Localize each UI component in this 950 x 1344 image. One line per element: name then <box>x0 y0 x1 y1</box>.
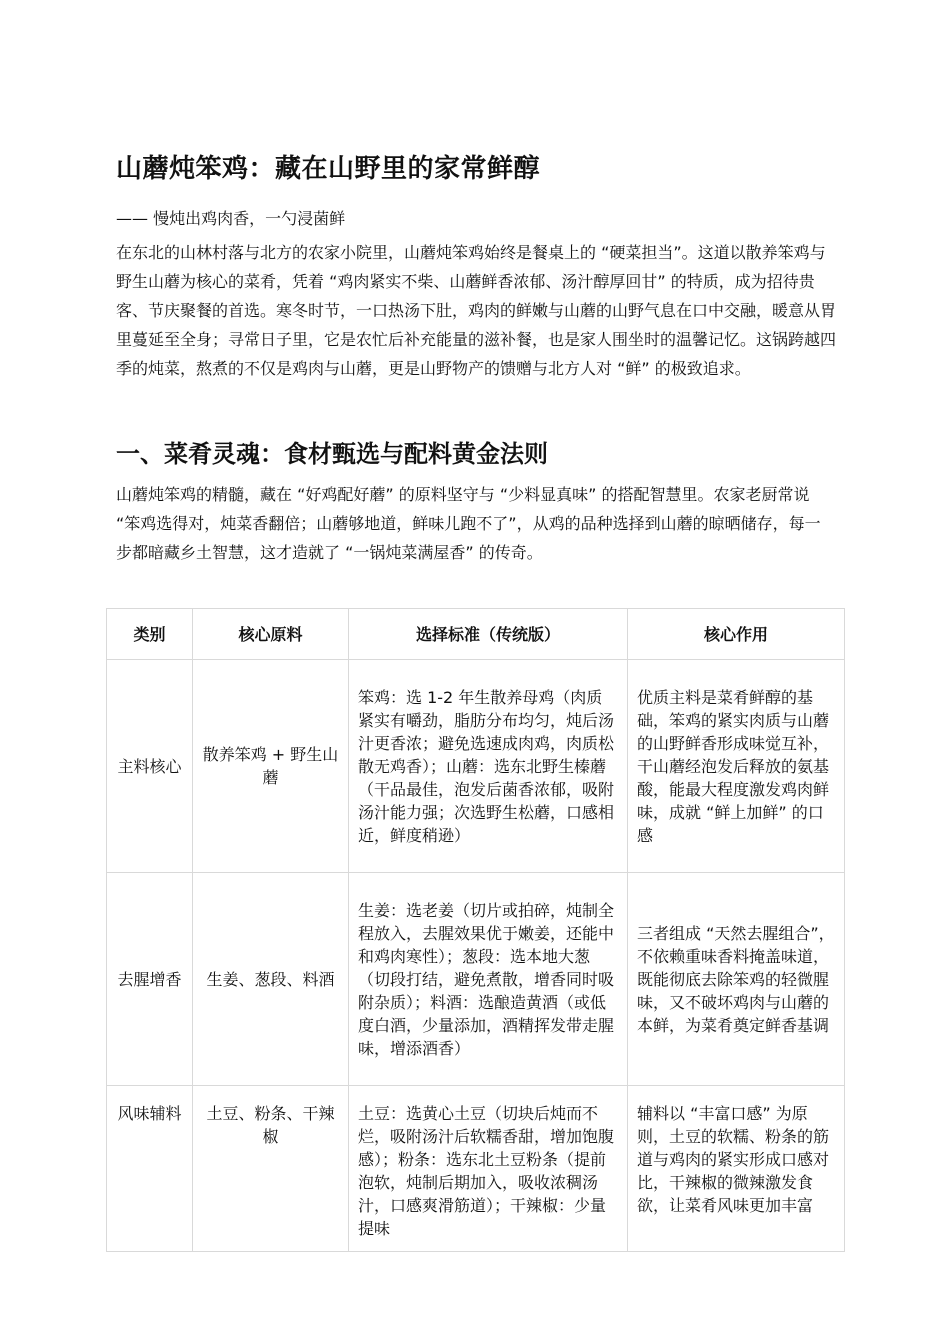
intro-paragraph: 在东北的山林村落与北方的农家小院里，山蘑炖笨鸡始终是餐桌上的 “硬菜担当”。这道以散养笨鸡与野生山蘑为核心的菜肴，凭着 “鸡肉紧实不柴、山蘑鲜香浓郁、汤汁醇厚回甘” 的特质，成为招待贵客、节庆聚餐的首选。寒冬时节，一口热汤下肚，鸡肉的鲜嫩与山蘑的山野气息在口中交融，暖意从胃里蔓延至全身；寻常日子里，它是农忙后补充能量的滋补餐，也是家人围坐时的温馨记忆。这锅跨越四季的炖菜，熬煮的不仅是鸡肉与山蘑，更是山野物产的馈赠与北方人对 “鲜” 的极致追求。 <box>116 243 837 378</box>
header-role: 核心作用 <box>628 609 845 660</box>
cell-standard: 土豆：选黄心土豆（切块后炖而不烂，吸附汤汁后软糯香甜，增加饱腹感）；粉条：选东北土豆粉条（提前泡软，炖制后期加入，吸收浓稠汤汁，口感爽滑筋道）；干辣椒：少量提味 <box>349 1086 628 1252</box>
cell-ingredients: 生姜、葱段、料酒 <box>193 873 349 1086</box>
table-row <box>107 660 845 873</box>
table-row <box>107 873 845 1086</box>
header-ingredients: 核心原料 <box>193 609 349 660</box>
table-header-row <box>107 609 845 660</box>
header-category: 类别 <box>107 609 193 660</box>
section-paragraph: 山蘑炖笨鸡的精髓，藏在 “好鸡配好蘑” 的原料坚守与 “少料显真味” 的搭配智慧里。农家老厨常说 “笨鸡选得对，炖菜香翻倍；山蘑够地道，鲜味儿跑不了”，从鸡的品种选择到山蘑的晾晒储存，每一步都暗藏乡土智慧，这才造就了 “一锅炖菜满屋香” 的传奇。 <box>116 485 821 562</box>
section-heading: 一、菜肴灵魂：食材甄选与配料黄金法则 <box>116 440 548 468</box>
cell-role: 优质主料是菜肴鲜醇的基础，笨鸡的紧实肉质与山蘑的山野鲜香形成味觉互补，干山蘑经泡发后释放的氨基酸，能最大程度激发鸡肉鲜味，成就 “鲜上加鲜” 的口感 <box>628 660 845 873</box>
cell-category: 去腥增香 <box>107 873 193 1086</box>
cell-category: 主料核心 <box>107 660 193 873</box>
table-row <box>107 1086 845 1252</box>
cell-role: 三者组成 “天然去腥组合”，不依赖重味香料掩盖味道，既能彻底去除笨鸡的轻微腥味，又不破坏鸡肉与山蘑的本鲜，为菜肴奠定鲜香基调 <box>628 873 845 1086</box>
cell-role: 辅料以 “丰富口感” 为原则，土豆的软糯、粉条的筋道与鸡肉的紧实形成口感对比，干辣椒的微辣激发食欲，让菜肴风味更加丰富 <box>628 1086 845 1252</box>
ingredients-table-wrapper <box>106 608 844 1238</box>
ingredients-table <box>106 608 845 1252</box>
subtitle: —— 慢炖出鸡肉香，一勺浸菌鲜 <box>116 209 346 228</box>
cell-standard: 笨鸡：选 1-2 年生散养母鸡（肉质紧实有嚼劲，脂肪分布均匀，炖后汤汁更香浓；避免选速成肉鸡，肉质松散无鸡香）；山蘑：选东北野生榛蘑（干品最佳，泡发后菌香浓郁，吸附汤汁能力强；次选野生松蘑，口感相近，鲜度稍逊） <box>349 660 628 873</box>
page-title: 山蘑炖笨鸡：藏在山野里的家常鲜醇 <box>116 154 541 184</box>
cell-ingredients: 土豆、粉条、干辣椒 <box>193 1086 349 1252</box>
cell-category: 风味辅料 <box>107 1086 193 1252</box>
header-standard: 选择标准（传统版） <box>349 609 628 660</box>
cell-standard: 生姜：选老姜（切片或拍碎，炖制全程放入，去腥效果优于嫩姜，还能中和鸡肉寒性）；葱段：选本地大葱（切段打结，避免煮散，增香同时吸附杂质）；料酒：选酿造黄酒（或低度白酒，少量添加，酒精挥发带走腥味，增添酒香） <box>349 873 628 1086</box>
cell-ingredients: 散养笨鸡 + 野生山蘑 <box>193 660 349 873</box>
